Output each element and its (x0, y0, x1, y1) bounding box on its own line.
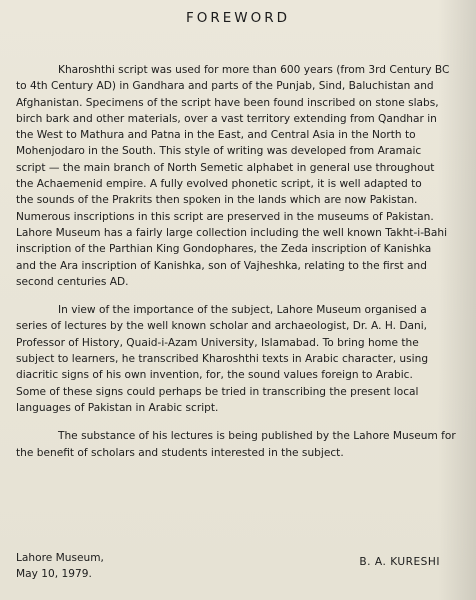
text-line: script — the main branch of North Semetic alphabet in general use throughout (16, 161, 435, 174)
signature-author: B. A. KURESHI (359, 556, 440, 568)
paragraph-2 (16, 302, 462, 416)
text-line: Numerous inscriptions in this script are preserved in the museums of Pakistan. (16, 210, 434, 223)
text-line: second centuries AD. (16, 275, 129, 288)
text-line: diacritic signs of his own invention, for, the sound values foreign to Arabic. (16, 369, 413, 382)
text-line: Lahore Museum has a fairly large collection including the well known Takht-i-Bahi (16, 226, 448, 239)
text-line: and the Ara inscription of Kanishka, son of Vajheshka, relating to the first and (16, 259, 427, 272)
text-line: the Achaemenid empire. A fully evolved phonetic script, it is well adapted to (16, 178, 422, 191)
text-line: Professor of History, Quaid-i-Azam University, Islamabad. To bring home the (16, 336, 419, 349)
signature-place-date (16, 550, 104, 583)
text-line: the benefit of scholars and students interested in the subject. (16, 446, 344, 459)
text-line: series of lectures by the well known scholar and archaeologist, Dr. A. H. Dani, (16, 320, 428, 333)
paragraph-1 (16, 62, 462, 290)
paragraph-3 (16, 428, 462, 461)
text-line: Kharoshthi script was used for more than 600 years (from 3rd Century BC (58, 64, 450, 76)
text-line: the sounds of the Prakrits then spoken in the lands which are now Pakistan. (16, 194, 418, 207)
signature-place: Lahore Museum, (16, 552, 104, 564)
text-line: the West to Mathura and Patna in the East, and Central Asia in the North to (16, 129, 416, 142)
text-line: subject to learners, he transcribed Kharoshthi texts in Arabic character, using (16, 353, 429, 366)
text-line: birch bark and other materials, over a vast territory extending from Qandhar in (16, 112, 437, 125)
text-line: In view of the importance of the subject, Lahore Museum organised a (58, 304, 427, 317)
text-line: inscription of the Parthian King Gondophares, the Zeda inscription of Kanishka (16, 243, 432, 256)
signature-date: May 10, 1979. (16, 568, 92, 581)
text-line: Afghanistan. Specimens of the script have been found inscribed on stone slabs, (16, 96, 439, 109)
text-line: The substance of his lectures is being published by the Lahore Museum for (58, 430, 456, 443)
text-line: to 4th Century AD) in Gandhara and parts of the Punjab, Sind, Baluchistan and (16, 80, 434, 93)
page-title: FOREWORD (185, 10, 291, 26)
text-line: Some of these signs could perhaps be tried in transcribing the present local (16, 385, 419, 398)
text-line: Mohenjodaro in the South. This style of writing was developed from Aramaic (16, 145, 422, 158)
foreword-body (16, 62, 462, 473)
text-line: languages of Pakistan in Arabic script. (16, 401, 219, 414)
